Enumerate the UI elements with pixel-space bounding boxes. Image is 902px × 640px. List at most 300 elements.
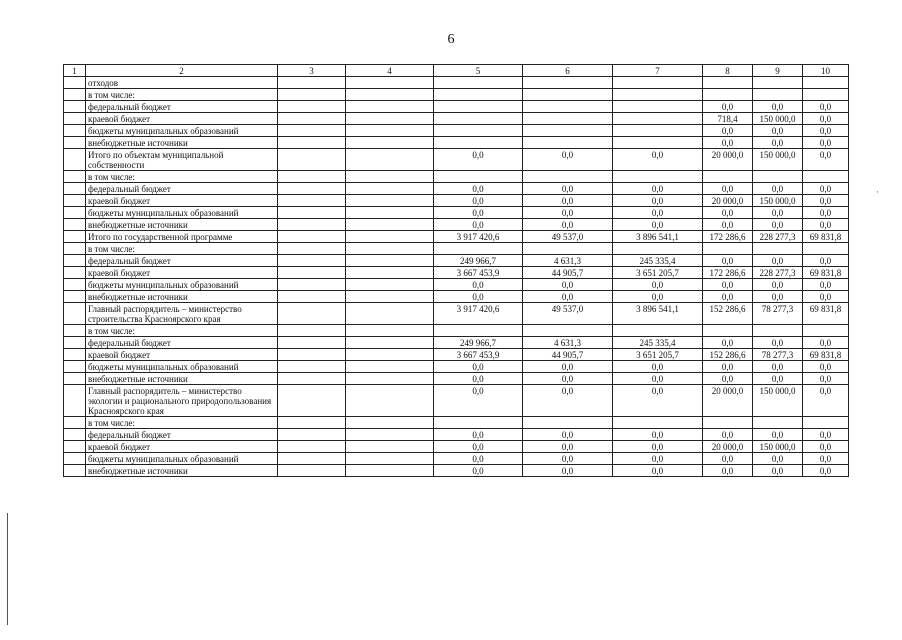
table-cell bbox=[434, 325, 523, 337]
table-cell: 0,0 bbox=[523, 183, 613, 195]
column-header-10: 10 bbox=[803, 65, 849, 77]
table-cell bbox=[434, 125, 523, 137]
table-cell: 3 917 420,6 bbox=[434, 231, 523, 243]
row-label-cell: в том числе: bbox=[86, 89, 278, 101]
table-cell bbox=[803, 417, 849, 429]
page-number: 6 bbox=[447, 32, 455, 47]
table-row bbox=[64, 125, 849, 137]
row-label-cell: Итого по объектам муниципальной собственности bbox=[86, 149, 278, 171]
row-label-cell: в том числе: bbox=[86, 417, 278, 429]
table-cell: 0,0 bbox=[803, 195, 849, 207]
table-cell: 0,0 bbox=[753, 337, 803, 349]
table-cell: 0,0 bbox=[613, 195, 703, 207]
row-label-cell: внебюджетные источники bbox=[86, 291, 278, 303]
table-cell: 0,0 bbox=[523, 465, 613, 477]
table-cell bbox=[613, 101, 703, 113]
table-cell: 3 896 541,1 bbox=[613, 231, 703, 243]
table-cell: 0,0 bbox=[803, 149, 849, 171]
table-cell: 0,0 bbox=[523, 291, 613, 303]
table-cell bbox=[278, 243, 346, 255]
table-cell bbox=[278, 231, 346, 243]
table-cell: 249 966,7 bbox=[434, 255, 523, 267]
table-cell: 0,0 bbox=[523, 429, 613, 441]
table-cell bbox=[64, 171, 86, 183]
row-label-cell: Итого по государственной программе bbox=[86, 231, 278, 243]
row-label-cell: бюджеты муниципальных образований bbox=[86, 361, 278, 373]
table-cell: 20 000,0 bbox=[703, 385, 753, 417]
table-cell bbox=[278, 361, 346, 373]
table-cell: 0,0 bbox=[753, 279, 803, 291]
table-cell: 0,0 bbox=[703, 337, 753, 349]
table-cell bbox=[278, 255, 346, 267]
table-cell bbox=[278, 465, 346, 477]
column-header-3: 3 bbox=[278, 65, 346, 77]
table-cell bbox=[703, 89, 753, 101]
column-header-6: 6 bbox=[523, 65, 613, 77]
table-cell: 228 277,3 bbox=[753, 231, 803, 243]
table-cell bbox=[278, 207, 346, 219]
row-label-cell: федеральный бюджет bbox=[86, 101, 278, 113]
table-cell: 0,0 bbox=[803, 441, 849, 453]
table-cell bbox=[523, 325, 613, 337]
table-cell bbox=[346, 125, 434, 137]
table-cell: 0,0 bbox=[434, 441, 523, 453]
table-cell: 152 286,6 bbox=[703, 349, 753, 361]
table-cell bbox=[703, 243, 753, 255]
table-cell: 0,0 bbox=[703, 361, 753, 373]
table-cell bbox=[64, 385, 86, 417]
table-cell bbox=[523, 113, 613, 125]
table-cell bbox=[278, 349, 346, 361]
table-cell bbox=[64, 137, 86, 149]
table-cell bbox=[64, 255, 86, 267]
row-label-cell: бюджеты муниципальных образований bbox=[86, 279, 278, 291]
table-row bbox=[64, 385, 849, 417]
table-cell: 0,0 bbox=[434, 291, 523, 303]
table-cell bbox=[346, 255, 434, 267]
table-cell: 0,0 bbox=[613, 385, 703, 417]
table-row bbox=[64, 361, 849, 373]
row-label-cell: внебюджетные источники bbox=[86, 465, 278, 477]
table-row bbox=[64, 337, 849, 349]
table-cell: 0,0 bbox=[434, 429, 523, 441]
table-cell bbox=[346, 243, 434, 255]
table-row bbox=[64, 101, 849, 113]
scan-margin-dot: · bbox=[876, 187, 879, 197]
table-row bbox=[64, 279, 849, 291]
table-cell bbox=[346, 267, 434, 279]
table-cell bbox=[523, 171, 613, 183]
table-cell bbox=[346, 385, 434, 417]
table-cell: 0,0 bbox=[803, 429, 849, 441]
table-cell bbox=[803, 89, 849, 101]
table-cell bbox=[346, 373, 434, 385]
table-row bbox=[64, 325, 849, 337]
table-cell: 0,0 bbox=[703, 183, 753, 195]
row-label-cell: краевой бюджет bbox=[86, 113, 278, 125]
column-header-2: 2 bbox=[86, 65, 278, 77]
table-cell: 20 000,0 bbox=[703, 441, 753, 453]
scan-margin-line bbox=[7, 513, 8, 625]
table-row bbox=[64, 89, 849, 101]
table-row bbox=[64, 113, 849, 125]
table-cell bbox=[346, 149, 434, 171]
row-label-cell: в том числе: bbox=[86, 325, 278, 337]
row-label-cell: краевой бюджет bbox=[86, 441, 278, 453]
table-cell bbox=[803, 77, 849, 89]
table-cell bbox=[613, 417, 703, 429]
table-cell bbox=[346, 113, 434, 125]
row-label-cell: краевой бюджет bbox=[86, 267, 278, 279]
table-cell: 0,0 bbox=[803, 465, 849, 477]
table-cell bbox=[703, 417, 753, 429]
table-cell bbox=[278, 101, 346, 113]
table-cell bbox=[703, 325, 753, 337]
table-cell bbox=[278, 149, 346, 171]
table-cell bbox=[278, 325, 346, 337]
table-cell bbox=[64, 243, 86, 255]
table-cell bbox=[278, 441, 346, 453]
table-cell: 0,0 bbox=[753, 137, 803, 149]
table-cell bbox=[64, 361, 86, 373]
table-cell: 0,0 bbox=[703, 279, 753, 291]
table-cell bbox=[278, 373, 346, 385]
table-cell: 0,0 bbox=[703, 137, 753, 149]
table-cell: 0,0 bbox=[803, 361, 849, 373]
table-cell bbox=[64, 417, 86, 429]
table-cell: 0,0 bbox=[753, 207, 803, 219]
table-cell: 172 286,6 bbox=[703, 267, 753, 279]
table-row bbox=[64, 77, 849, 89]
table-row bbox=[64, 303, 849, 325]
table-cell: 150 000,0 bbox=[753, 441, 803, 453]
table-cell: 0,0 bbox=[523, 279, 613, 291]
row-label-cell: федеральный бюджет bbox=[86, 183, 278, 195]
table-row bbox=[64, 349, 849, 361]
table-cell: 44 905,7 bbox=[523, 267, 613, 279]
table-cell: 0,0 bbox=[753, 429, 803, 441]
table-cell: 0,0 bbox=[613, 453, 703, 465]
table-cell: 0,0 bbox=[703, 453, 753, 465]
table-cell: 0,0 bbox=[613, 219, 703, 231]
column-header-4: 4 bbox=[346, 65, 434, 77]
table-cell: 0,0 bbox=[613, 373, 703, 385]
row-label-cell: отходов bbox=[86, 77, 278, 89]
table-cell: 152 286,6 bbox=[703, 303, 753, 325]
table-cell: 0,0 bbox=[803, 113, 849, 125]
table-cell: 0,0 bbox=[613, 207, 703, 219]
table-cell: 0,0 bbox=[523, 453, 613, 465]
table-cell: 0,0 bbox=[703, 255, 753, 267]
table-row bbox=[64, 441, 849, 453]
table-cell bbox=[64, 183, 86, 195]
table-cell: 0,0 bbox=[434, 207, 523, 219]
table-cell: 3 917 420,6 bbox=[434, 303, 523, 325]
table-cell bbox=[278, 89, 346, 101]
table-cell bbox=[434, 417, 523, 429]
table-cell bbox=[278, 385, 346, 417]
table-cell: 0,0 bbox=[703, 465, 753, 477]
table-cell: 0,0 bbox=[434, 385, 523, 417]
row-label-cell: бюджеты муниципальных образований bbox=[86, 453, 278, 465]
table-cell: 245 335,4 bbox=[613, 337, 703, 349]
table-cell: 150 000,0 bbox=[753, 113, 803, 125]
table-cell: 0,0 bbox=[753, 125, 803, 137]
table-cell: 0,0 bbox=[613, 441, 703, 453]
table-cell: 0,0 bbox=[613, 361, 703, 373]
table-row bbox=[64, 267, 849, 279]
table-cell: 0,0 bbox=[523, 207, 613, 219]
table-cell: 0,0 bbox=[434, 279, 523, 291]
table-cell bbox=[64, 207, 86, 219]
table-cell bbox=[278, 171, 346, 183]
table-cell bbox=[523, 77, 613, 89]
table-cell bbox=[64, 219, 86, 231]
table-cell bbox=[523, 137, 613, 149]
table-cell bbox=[278, 267, 346, 279]
table-cell bbox=[753, 243, 803, 255]
table-cell: 20 000,0 bbox=[703, 149, 753, 171]
table-cell bbox=[64, 125, 86, 137]
table-cell bbox=[346, 453, 434, 465]
table-cell bbox=[346, 429, 434, 441]
table-cell: 49 537,0 bbox=[523, 303, 613, 325]
table-cell: 0,0 bbox=[613, 149, 703, 171]
table-cell bbox=[346, 101, 434, 113]
table-cell bbox=[703, 171, 753, 183]
table-cell bbox=[346, 417, 434, 429]
table-row bbox=[64, 171, 849, 183]
row-label-cell: Главный распорядитель – министерство строительства Красноярского края bbox=[86, 303, 278, 325]
row-label-cell: в том числе: bbox=[86, 171, 278, 183]
table-cell bbox=[346, 441, 434, 453]
table-cell: 0,0 bbox=[753, 219, 803, 231]
table-cell: 245 335,4 bbox=[613, 255, 703, 267]
table-cell bbox=[346, 219, 434, 231]
table-cell bbox=[346, 77, 434, 89]
table-cell: 3 667 453,9 bbox=[434, 349, 523, 361]
table-cell bbox=[613, 113, 703, 125]
table-cell bbox=[346, 465, 434, 477]
table-cell: 0,0 bbox=[434, 149, 523, 171]
table-cell: 0,0 bbox=[803, 101, 849, 113]
column-header-7: 7 bbox=[613, 65, 703, 77]
table-cell bbox=[346, 137, 434, 149]
table-cell bbox=[346, 279, 434, 291]
table-row bbox=[64, 465, 849, 477]
table-cell bbox=[613, 137, 703, 149]
table-cell: 0,0 bbox=[523, 149, 613, 171]
table-cell: 0,0 bbox=[703, 125, 753, 137]
table-cell: 0,0 bbox=[803, 255, 849, 267]
table-cell: 0,0 bbox=[434, 361, 523, 373]
table-cell: 0,0 bbox=[703, 429, 753, 441]
table-row bbox=[64, 219, 849, 231]
table-row bbox=[64, 183, 849, 195]
table-cell: 150 000,0 bbox=[753, 385, 803, 417]
table-cell bbox=[703, 77, 753, 89]
table-cell bbox=[346, 337, 434, 349]
table-cell: 0,0 bbox=[803, 373, 849, 385]
table-cell bbox=[346, 207, 434, 219]
table-cell bbox=[434, 137, 523, 149]
table-cell bbox=[64, 441, 86, 453]
row-label-cell: федеральный бюджет bbox=[86, 255, 278, 267]
table-cell: 0,0 bbox=[434, 453, 523, 465]
table-cell bbox=[613, 125, 703, 137]
table-cell: 0,0 bbox=[703, 219, 753, 231]
table-cell: 0,0 bbox=[523, 195, 613, 207]
table-cell bbox=[64, 465, 86, 477]
table-cell: 0,0 bbox=[803, 219, 849, 231]
table-row bbox=[64, 255, 849, 267]
table-row bbox=[64, 231, 849, 243]
table-cell bbox=[523, 89, 613, 101]
table-cell bbox=[278, 429, 346, 441]
table-cell bbox=[64, 303, 86, 325]
table-cell: 0,0 bbox=[753, 291, 803, 303]
table-cell bbox=[753, 325, 803, 337]
table-cell: 0,0 bbox=[703, 291, 753, 303]
table-cell bbox=[278, 113, 346, 125]
table-cell bbox=[613, 171, 703, 183]
table-cell bbox=[434, 113, 523, 125]
table-cell bbox=[64, 373, 86, 385]
table-cell: 718,4 bbox=[703, 113, 753, 125]
table-cell: 0,0 bbox=[803, 137, 849, 149]
table-cell: 0,0 bbox=[753, 255, 803, 267]
table-row bbox=[64, 373, 849, 385]
table-cell bbox=[64, 325, 86, 337]
table-row bbox=[64, 149, 849, 171]
table-cell bbox=[346, 361, 434, 373]
table-cell bbox=[64, 337, 86, 349]
table-row bbox=[64, 195, 849, 207]
table-cell bbox=[523, 417, 613, 429]
table-cell: 150 000,0 bbox=[753, 195, 803, 207]
table-cell bbox=[434, 89, 523, 101]
table-cell: 78 277,3 bbox=[753, 303, 803, 325]
table-cell bbox=[278, 453, 346, 465]
table-cell: 0,0 bbox=[753, 465, 803, 477]
table-cell: 0,0 bbox=[613, 465, 703, 477]
table-cell: 0,0 bbox=[803, 337, 849, 349]
table-cell bbox=[64, 279, 86, 291]
table-cell bbox=[346, 171, 434, 183]
header-row bbox=[64, 65, 849, 77]
table-cell bbox=[278, 137, 346, 149]
table-cell: 0,0 bbox=[753, 453, 803, 465]
table-cell bbox=[278, 195, 346, 207]
table-cell bbox=[64, 291, 86, 303]
table-cell bbox=[346, 231, 434, 243]
row-label-cell: внебюджетные источники bbox=[86, 219, 278, 231]
table-cell bbox=[753, 89, 803, 101]
table-cell bbox=[278, 337, 346, 349]
table-cell: 150 000,0 bbox=[753, 149, 803, 171]
table-cell: 0,0 bbox=[703, 101, 753, 113]
table-cell: 172 286,6 bbox=[703, 231, 753, 243]
row-label-cell: бюджеты муниципальных образований bbox=[86, 125, 278, 137]
column-header-1: 1 bbox=[64, 65, 86, 77]
table-cell bbox=[434, 243, 523, 255]
table-cell bbox=[346, 325, 434, 337]
table-cell: 3 651 205,7 bbox=[613, 267, 703, 279]
table-cell: 0,0 bbox=[613, 291, 703, 303]
table-cell: 20 000,0 bbox=[703, 195, 753, 207]
table-cell bbox=[346, 195, 434, 207]
table-cell bbox=[64, 195, 86, 207]
table-cell bbox=[278, 279, 346, 291]
row-label-cell: внебюджетные источники bbox=[86, 373, 278, 385]
table-cell: 0,0 bbox=[613, 429, 703, 441]
table-cell: 0,0 bbox=[753, 361, 803, 373]
table-row bbox=[64, 429, 849, 441]
table-cell: 0,0 bbox=[523, 373, 613, 385]
table-header bbox=[64, 65, 849, 77]
table-cell: 3 667 453,9 bbox=[434, 267, 523, 279]
table-cell: 0,0 bbox=[803, 279, 849, 291]
table-cell bbox=[278, 291, 346, 303]
table-body bbox=[64, 77, 849, 477]
table-cell: 69 831,8 bbox=[803, 231, 849, 243]
budget-table bbox=[63, 64, 849, 477]
table-cell: 0,0 bbox=[613, 183, 703, 195]
row-label-cell: федеральный бюджет bbox=[86, 429, 278, 441]
table-cell: 69 831,8 bbox=[803, 349, 849, 361]
table-cell: 0,0 bbox=[703, 207, 753, 219]
table-cell: 3 896 541,1 bbox=[613, 303, 703, 325]
table-cell bbox=[346, 291, 434, 303]
row-label-cell: в том числе: bbox=[86, 243, 278, 255]
table-cell bbox=[278, 77, 346, 89]
row-label-cell: краевой бюджет bbox=[86, 195, 278, 207]
table-cell bbox=[346, 303, 434, 325]
table-cell: 0,0 bbox=[434, 219, 523, 231]
table-cell bbox=[278, 303, 346, 325]
table-cell bbox=[346, 89, 434, 101]
table-cell: 0,0 bbox=[434, 465, 523, 477]
table-cell: 249 966,7 bbox=[434, 337, 523, 349]
table-cell: 0,0 bbox=[803, 125, 849, 137]
table-cell bbox=[64, 349, 86, 361]
row-label-cell: внебюджетные источники bbox=[86, 137, 278, 149]
table-row bbox=[64, 207, 849, 219]
table-cell: 0,0 bbox=[803, 207, 849, 219]
table-cell bbox=[523, 243, 613, 255]
table-cell bbox=[346, 183, 434, 195]
column-header-8: 8 bbox=[703, 65, 753, 77]
table-cell bbox=[753, 171, 803, 183]
table-cell bbox=[803, 243, 849, 255]
table-row bbox=[64, 417, 849, 429]
table-cell: 0,0 bbox=[803, 183, 849, 195]
table-cell: 4 631,3 bbox=[523, 337, 613, 349]
table-cell: 0,0 bbox=[753, 183, 803, 195]
table-cell: 0,0 bbox=[803, 291, 849, 303]
table-cell: 0,0 bbox=[523, 219, 613, 231]
table-cell bbox=[613, 243, 703, 255]
table-cell bbox=[64, 101, 86, 113]
row-label-cell: федеральный бюджет bbox=[86, 337, 278, 349]
table-cell: 0,0 bbox=[753, 373, 803, 385]
table-cell: 49 537,0 bbox=[523, 231, 613, 243]
table-cell bbox=[523, 125, 613, 137]
table-cell: 0,0 bbox=[434, 183, 523, 195]
table-cell bbox=[523, 101, 613, 113]
table-cell: 0,0 bbox=[434, 373, 523, 385]
table-cell bbox=[613, 77, 703, 89]
